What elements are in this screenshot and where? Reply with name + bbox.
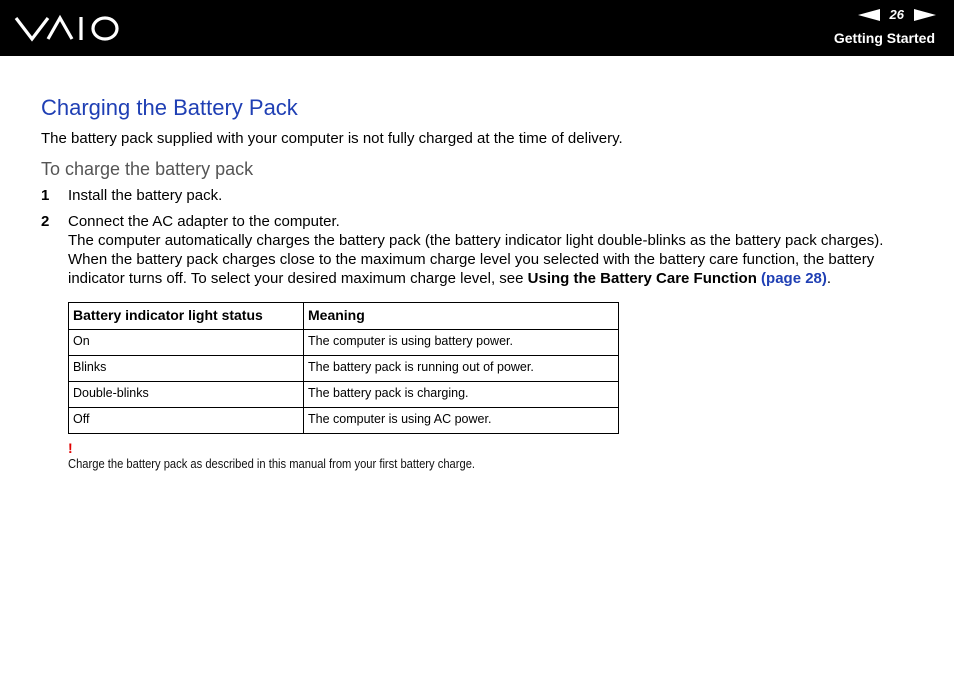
meaning-cell: The computer is using AC power. (304, 408, 619, 434)
status-cell: Blinks (69, 356, 304, 382)
cross-reference-title: Using the Battery Care Function (527, 270, 757, 287)
table-row (69, 356, 619, 382)
meaning-cell: The battery pack is running out of power. (304, 356, 619, 382)
indicator-status-table (68, 302, 619, 434)
status-cell: Off (69, 408, 304, 434)
step-2 (41, 212, 921, 288)
step-1 (41, 186, 921, 205)
step-body-end: . (826, 270, 832, 287)
table-row (69, 330, 619, 356)
page-number: 26 (889, 7, 904, 22)
vaio-logo (14, 14, 120, 47)
procedure-heading: To charge the battery pack (41, 159, 254, 179)
step-text: Install the battery pack. (68, 187, 223, 204)
step-text: Connect the AC adapter to the computer. (68, 213, 340, 230)
intro-paragraph: The battery pack supplied with your computer is not fully charged at the time of delivery. (41, 130, 623, 147)
page-navigation (858, 7, 936, 22)
page-content (41, 95, 921, 471)
meaning-cell: The computer is using battery power. (304, 330, 619, 356)
step-number: 2 (41, 213, 50, 230)
status-cell: On (69, 330, 304, 356)
table-header-row (69, 303, 619, 330)
previous-page-icon[interactable] (858, 9, 880, 21)
table-row (69, 408, 619, 434)
caution-text: Charge the battery pack as described in this manual from your first battery charge. (68, 456, 476, 471)
column-header-status: Battery indicator light status (69, 303, 304, 330)
section-label: Getting Started (833, 30, 935, 46)
caution-icon: ! (68, 440, 73, 456)
page-28-link[interactable]: (page 28) (761, 270, 827, 287)
column-header-meaning: Meaning (304, 303, 619, 330)
step-number: 1 (41, 187, 50, 204)
meaning-cell: The battery pack is charging. (304, 382, 619, 408)
step-body-text: The computer automatically charges the battery pack (the battery indicator light double-blinks as the battery pack charges). When the battery pack charges close to the maximum charge level you selected with the battery care function, the battery indicator turns off. To select your desired maximum charge level, see (68, 232, 884, 287)
page-header (0, 0, 954, 56)
next-page-icon[interactable] (914, 9, 936, 21)
page-title: Charging the Battery Pack (41, 95, 298, 120)
step-description (68, 231, 921, 288)
caution-note (68, 442, 921, 471)
status-cell: Double-blinks (69, 382, 304, 408)
table-row (69, 382, 619, 408)
